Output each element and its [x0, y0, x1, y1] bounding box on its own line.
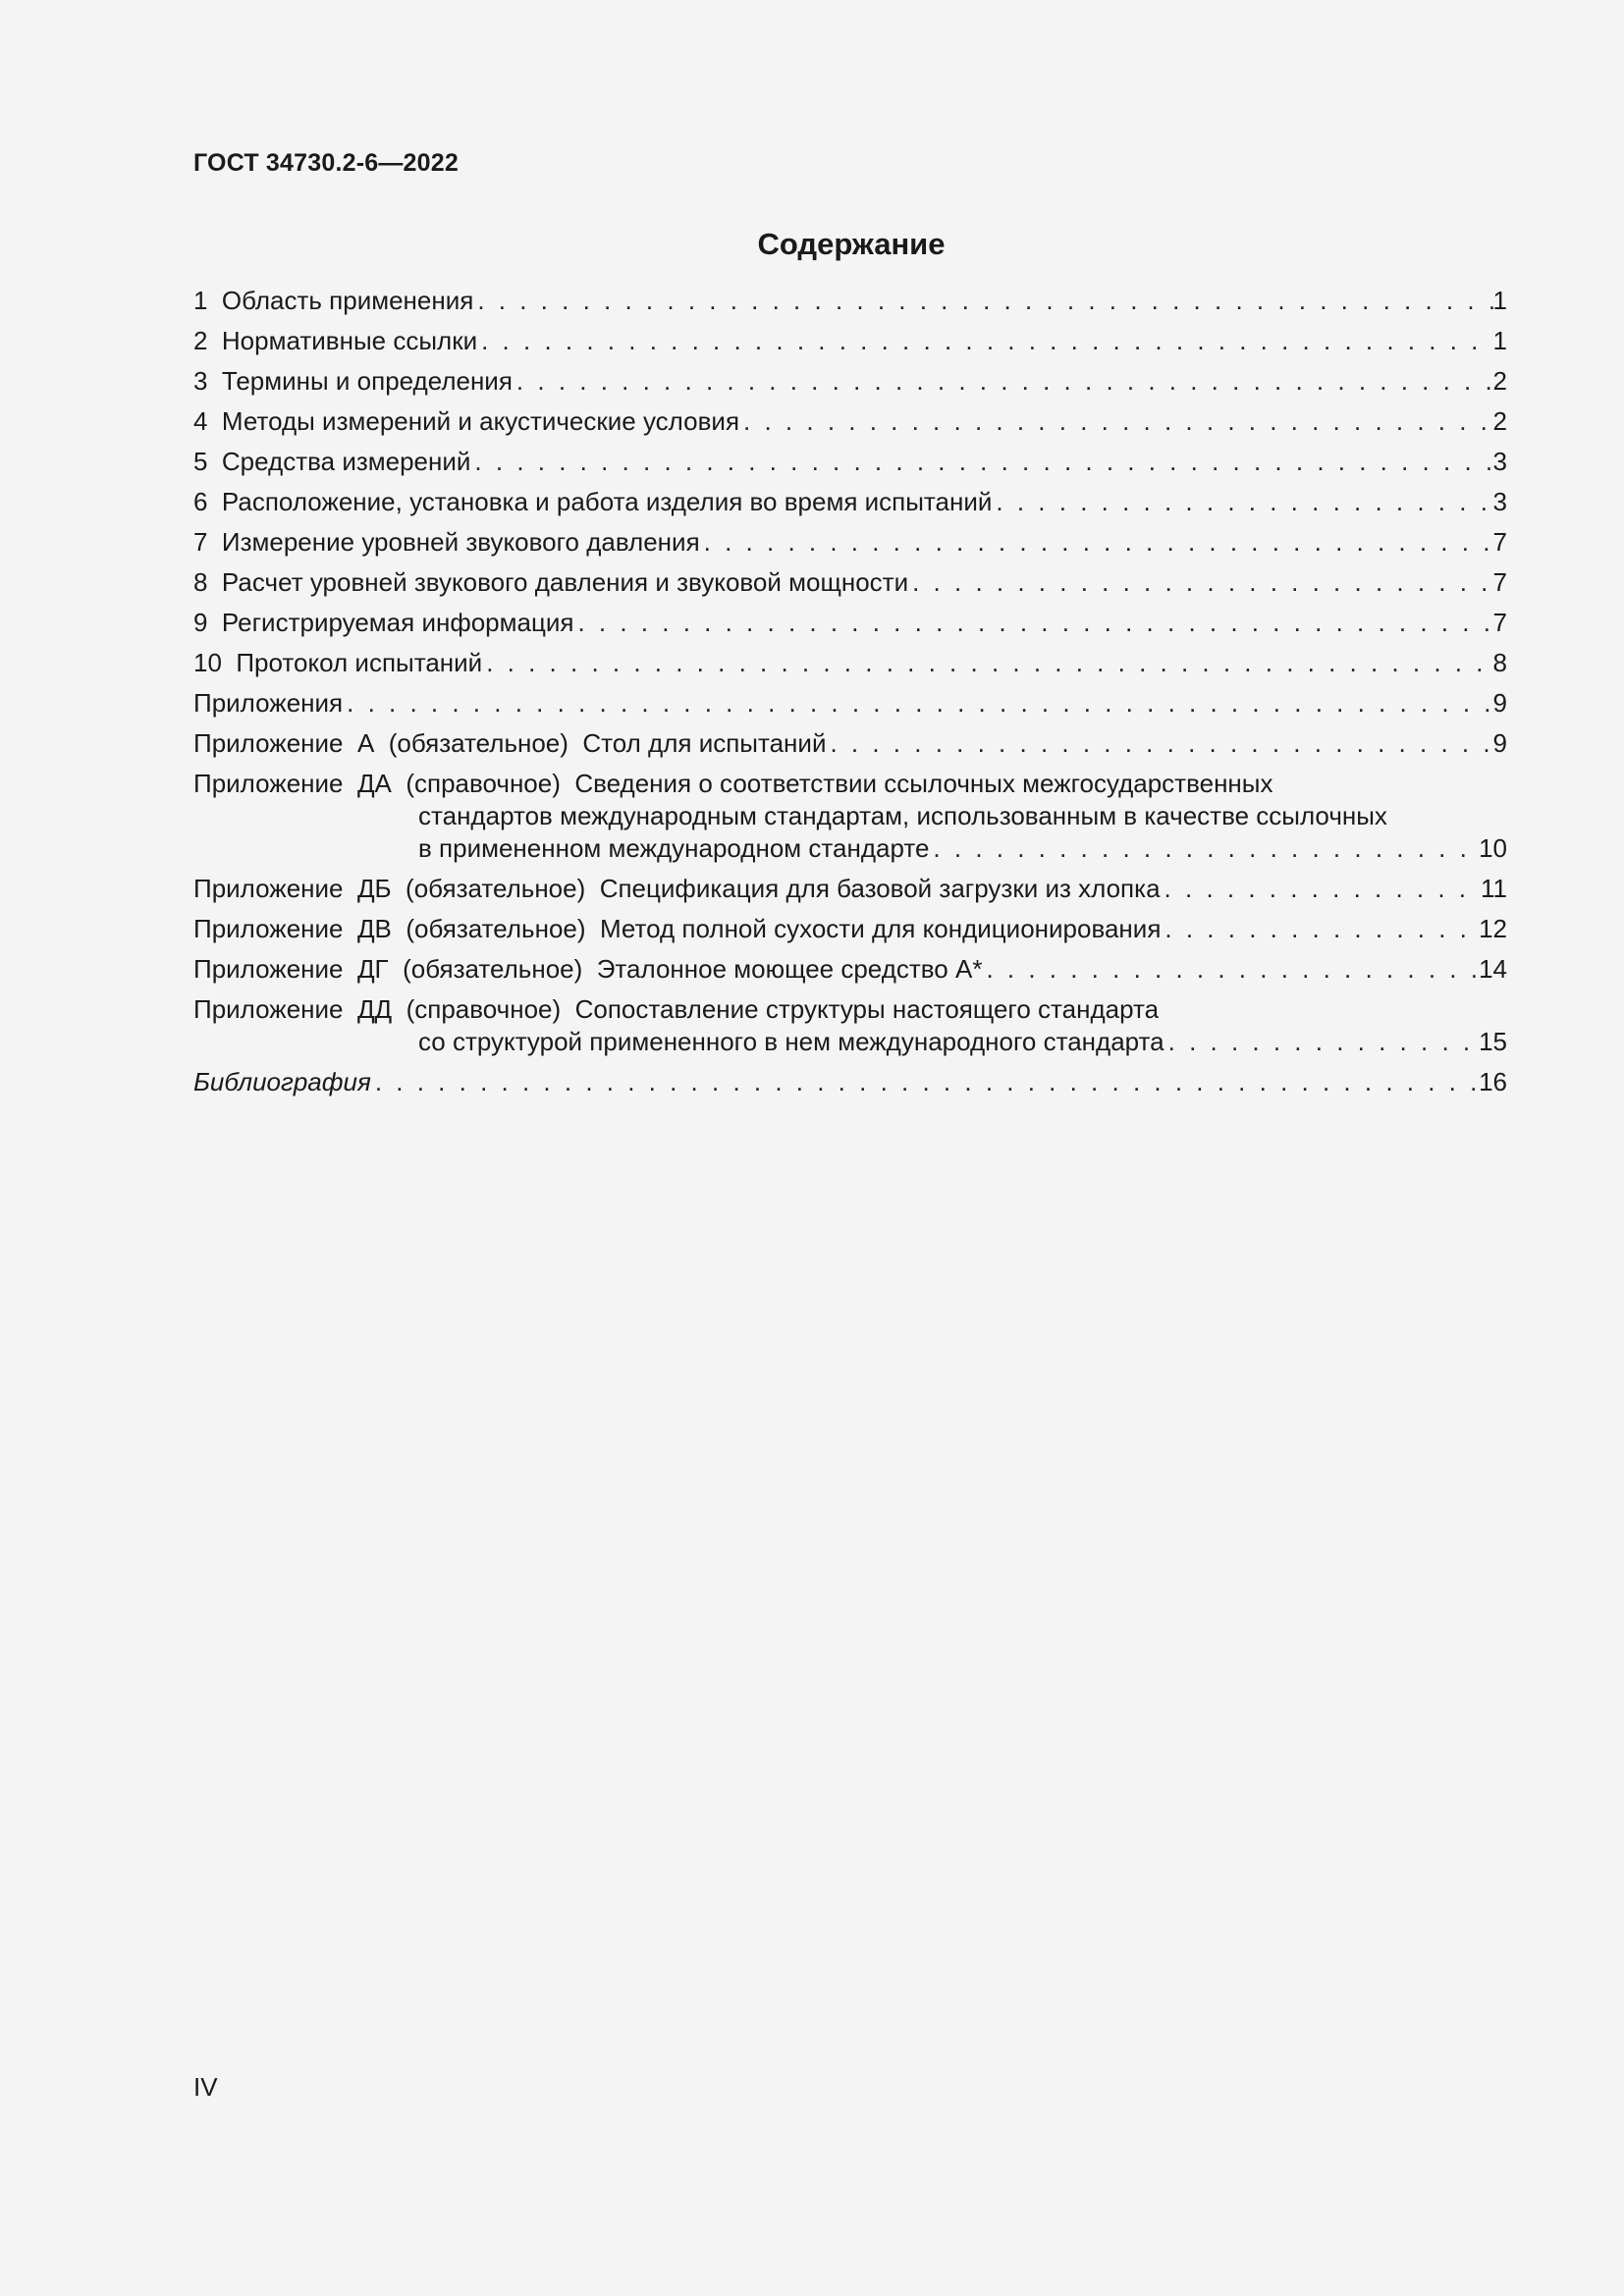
toc-entry-page: 1: [1492, 326, 1507, 355]
dot-leader: [513, 365, 1493, 398]
dot-leader: [826, 727, 1492, 760]
toc-entry-label: 7 Измерение уровней звукового давления: [193, 527, 700, 557]
dot-leader: [1161, 913, 1479, 945]
toc-entry-label: 6 Расположение, установка и работа изделия во время испытаний: [193, 487, 993, 516]
toc-entry-page: 10: [1479, 833, 1507, 863]
toc-entry: [193, 285, 1507, 317]
toc-entry-page: 8: [1492, 648, 1507, 677]
toc-entry-page: 2: [1492, 406, 1507, 436]
toc-entry-label-line: стандартов международным стандартам, использованным в качестве ссылочных: [418, 801, 1387, 830]
toc-entry: [193, 405, 1507, 438]
toc-entry-label: Приложение ДБ (обязательное) Спецификация для базовой загрузки из хлопка: [193, 874, 1161, 903]
toc-entry: [193, 873, 1507, 905]
toc-entry: [193, 727, 1507, 760]
toc-entry-page: 15: [1479, 1027, 1507, 1056]
toc-entry-label: Приложения: [193, 688, 344, 718]
toc-entry-label-line: Приложение ДА (справочное) Сведения о соответствии ссылочных межгосударственных: [193, 769, 1273, 798]
toc-entry: [193, 486, 1507, 518]
toc-entry-label: 4 Методы измерений и акустические условия: [193, 406, 740, 436]
toc-entry: [193, 647, 1507, 679]
toc-entry-label: 10 Протокол испытаний: [193, 648, 483, 677]
page-number: IV: [193, 2072, 218, 2102]
dot-leader: [739, 405, 1493, 438]
dot-leader: [477, 325, 1492, 357]
dot-leader: [700, 526, 1493, 559]
toc-entry-page: 7: [1492, 527, 1507, 557]
dot-leader: [371, 1066, 1479, 1098]
toc-entry-page: 11: [1481, 874, 1507, 903]
toc-entry-label: 3 Термины и определения: [193, 366, 513, 396]
toc-entry-last-line: [193, 1026, 1507, 1058]
toc-entry-label: Библиография: [193, 1067, 371, 1096]
toc-title: Содержание: [757, 227, 946, 261]
dot-leader: [992, 486, 1492, 518]
toc-entry-page: 7: [1492, 567, 1507, 597]
toc-entry-page: 1: [1492, 286, 1507, 315]
dot-leader: [473, 285, 1492, 317]
toc-entry: [193, 365, 1507, 398]
toc-entry-last-line: [193, 832, 1507, 865]
toc-entry-label-line: Приложение ДД (справочное) Сопоставление структуры настоящего стандарта: [193, 994, 1160, 1024]
toc-entry-page: 7: [1492, 608, 1507, 637]
toc-entry: [193, 687, 1507, 720]
toc-entry-page: 14: [1479, 954, 1507, 984]
dot-leader: [929, 832, 1479, 865]
table-of-contents: [193, 285, 1507, 1106]
toc-entry: [193, 325, 1507, 357]
dot-leader: [470, 446, 1492, 478]
dot-leader: [908, 566, 1492, 599]
toc-entry-label: 5 Средства измерений: [193, 447, 471, 476]
toc-entry-label: Приложение ДВ (обязательное) Метод полной сухости для кондиционирования: [193, 914, 1162, 943]
toc-entry-page: 9: [1492, 728, 1507, 758]
dot-leader: [1164, 1026, 1479, 1058]
toc-entry-page: 16: [1479, 1067, 1507, 1096]
dot-leader: [573, 607, 1492, 639]
toc-entry: [193, 913, 1507, 945]
toc-entry: [193, 566, 1507, 599]
dot-leader: [343, 687, 1492, 720]
toc-entry: [193, 526, 1507, 559]
dot-leader: [982, 953, 1479, 986]
toc-entry-annex-dd: [193, 993, 1507, 1058]
toc-entry-page: 9: [1492, 688, 1507, 718]
toc-entry-page: 3: [1492, 487, 1507, 516]
toc-entry-label: Приложение ДГ (обязательное) Эталонное моющее средство А*: [193, 954, 983, 984]
dot-leader: [482, 647, 1492, 679]
toc-entry-label: 9 Регистрируемая информация: [193, 608, 574, 637]
toc-entry-page: 12: [1479, 914, 1507, 943]
toc-entry-label: Приложение А (обязательное) Стол для испытаний: [193, 728, 827, 758]
toc-entry-page: 2: [1492, 366, 1507, 396]
toc-entry-bibliography: [193, 1066, 1507, 1098]
toc-entry-label-line: со структурой примененного в нем международного стандарта: [418, 1027, 1164, 1056]
document-code: ГОСТ 34730.2-6—2022: [193, 149, 459, 177]
toc-entry-label: 8 Расчет уровней звукового давления и звуковой мощности: [193, 567, 909, 597]
toc-entry-annex-da: [193, 768, 1507, 865]
toc-entry-label: 1 Область применения: [193, 286, 474, 315]
toc-entry-label: 2 Нормативные ссылки: [193, 326, 478, 355]
toc-entry: [193, 607, 1507, 639]
toc-entry: [193, 953, 1507, 986]
toc-entry: [193, 446, 1507, 478]
toc-entry-page: 3: [1492, 447, 1507, 476]
dot-leader: [1161, 873, 1481, 905]
toc-entry-label-line: в примененном международном стандарте: [418, 833, 930, 863]
